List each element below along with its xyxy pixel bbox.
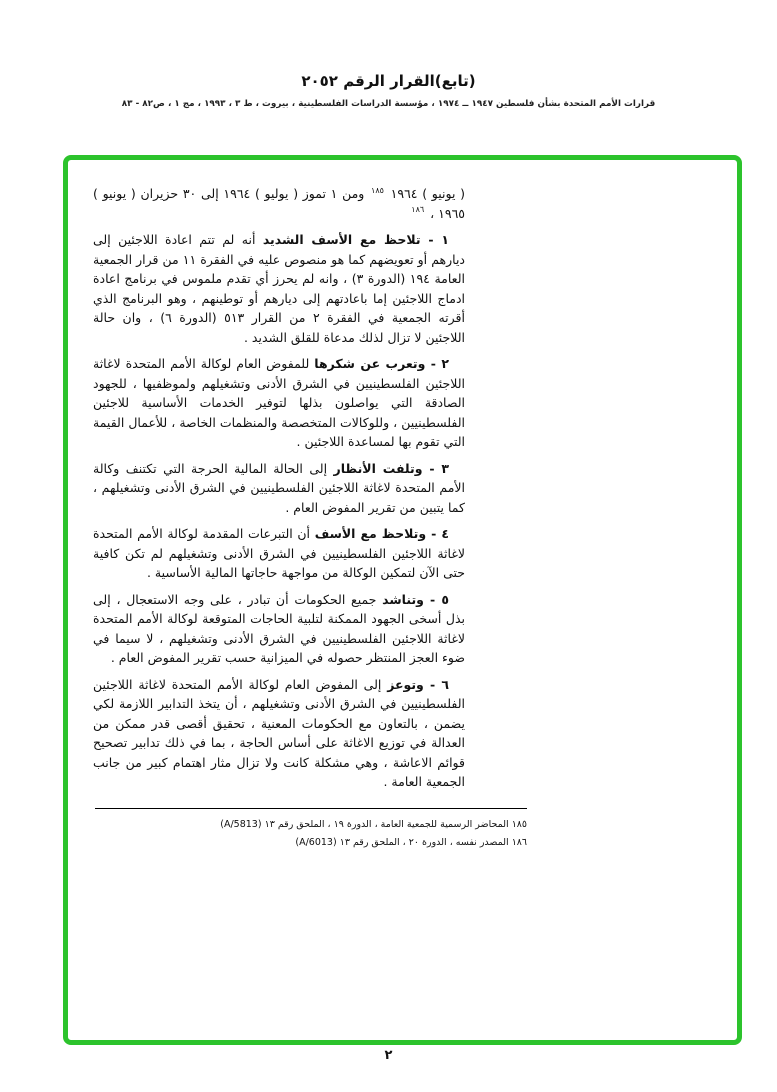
paragraph-2-lead: ٢ - وتعرب عن شكرها (314, 356, 449, 371)
paragraph-2 (93, 354, 465, 452)
footnote-185: ١٨٥ المحاضر الرسمية للجمعية العامة ، الدورة ١٩ ، الملحق رقم ١٣ (A/5813) (220, 818, 527, 830)
intro-text-2: ومن ١ تموز ( يوليو ) ١٩٦٤ إلى ٣٠ حزيران ( يونيو ) ١٩٦٥ ، (93, 186, 465, 221)
paragraph-2-body: للمفوض العام لوكالة الأمم المتحدة لاغاثة اللاجئين الفلسطينيين في الشرق الأدنى وتشغيلهم ولموظفيها ، للجهود الصادقة التي يواصلون بذلها لتوفير الخدمات الأساسية للاجئين الفلسطينيين ، وللوكالات المتخصصة والمنظمات الخاصة ، للأعمال القيمة التي تقوم بها لمساعدة اللاجئين . (93, 356, 465, 449)
paragraph-5 (93, 590, 465, 668)
paragraph-4-lead: ٤ - وتلاحظ مع الأسف (314, 526, 450, 541)
highlight-border-box (63, 155, 742, 1045)
paragraph-3 (93, 459, 465, 518)
footnote-ref-185: ١٨٥ (371, 185, 384, 195)
footnote-ref-186: ١٨٦ (411, 205, 425, 215)
paragraph-5-lead: ٥ - وتناشد (382, 591, 449, 607)
paragraph-6-body: إلى المفوض العام لوكالة الأمم المتحدة لاغاثة اللاجئين الفلسطينيين في الشرق الأدنى وتشغيلهم ، أن يتخذ التدابير اللازمة لكي يضمن ، بالتعاون مع الحكومات المعنية ، تحقيق أقصى قدر ممكن من العدالة في توزيع الاغاثة على أساس الحاجة ، بما في ذلك تدابير تصحيح قوائم الاعاشة ، وهي مشكلة كانت ولا تزال مثار اهتمام كبير من جانب الجمعية العامة . (93, 676, 465, 789)
paragraph-6 (93, 675, 465, 792)
paragraph-4-body: أن التبرعات المقدمة لوكالة الأمم المتحدة لاغاثة اللاجئين الفلسطينيين في الشرق الأدنى وتشغيلهم لم تكن كافية حتى الآن لتمكين الوكالة من مواجهة حاجاتها المالية الأساسية . (93, 526, 465, 580)
footnote-186: ١٨٦ المصدر نفسه ، الدورة ٢٠ ، الملحق رقم ١٣ (A/6013) (295, 836, 527, 848)
intro-text-1: ( يونيو ) ١٩٦٤ (385, 186, 465, 201)
paragraph-3-lead: ٣ - وتلفت الأنظار (333, 460, 450, 476)
page-header (0, 72, 777, 109)
paragraph-4 (93, 524, 465, 583)
resolution-title: (تابع)القرار الرقم ٢٠٥٢ (301, 72, 476, 90)
page-number: ٢ (384, 1048, 393, 1063)
resolution-body (93, 184, 527, 852)
footnote-separator (95, 808, 527, 809)
intro-paragraph (93, 184, 465, 223)
paragraph-1 (93, 230, 465, 347)
paragraph-3-body: إلى الحالة المالية الحرجة التي تكتنف وكالة الأمم المتحدة لاغاثة اللاجئين الفلسطينيين في الشرق الأدنى وتشغيلهم ، كما يتبين من تقرير المفوض العام . (93, 460, 465, 515)
paragraph-5-body: جميع الحكومات أن تبادر ، على وجه الاستعجال ، إلى بذل أسخى الجهود الممكنة لتلبية الحاجات المتوقعة لوكالة الأمم المتحدة لاغاثة اللاجئين الفلسطينيين في الشرق الأدنى وتشغيلهم ، لا سيما في ضوء العجز المنتظر حصوله في الميزانية حسب تقرير المفوض العام . (93, 591, 465, 665)
paragraph-1-lead: ١ - تلاحظ مع الأسف الشديد (262, 232, 449, 247)
source-citation: قرارات الأمم المتحدة بشأن فلسطين ١٩٤٧ ــ ١٩٧٤ ، مؤسسة الدراسات الفلسطينية ، بيروت ، ط ٣ ، ١٩٩٣ ، مج ١ ، ص٨٢ - ٨٣ (121, 99, 656, 109)
paragraph-6-lead: ٦ - وتوعز (387, 676, 449, 692)
paragraph-1-body: أنه لم تتم اعادة اللاجئين إلى ديارهم أو تعويضهم كما هو منصوص عليه في الفقرة ١١ من قرار الجمعية العامة ١٩٤ (الدورة ٣) ، وانه لم يحرز أي تقدم ملموس في برنامج اعادة ادماج اللاجئين إما باعادتهم إلى ديارهم أو توطينهم ، وهو البرنامج الذي أقرته الجمعية في الفقرة ٢ من القرار ٥١٣ (الدورة ٦) ، وان حالة اللاجئين لا تزال لذلك مدعاة للقلق الشديد . (93, 232, 465, 345)
